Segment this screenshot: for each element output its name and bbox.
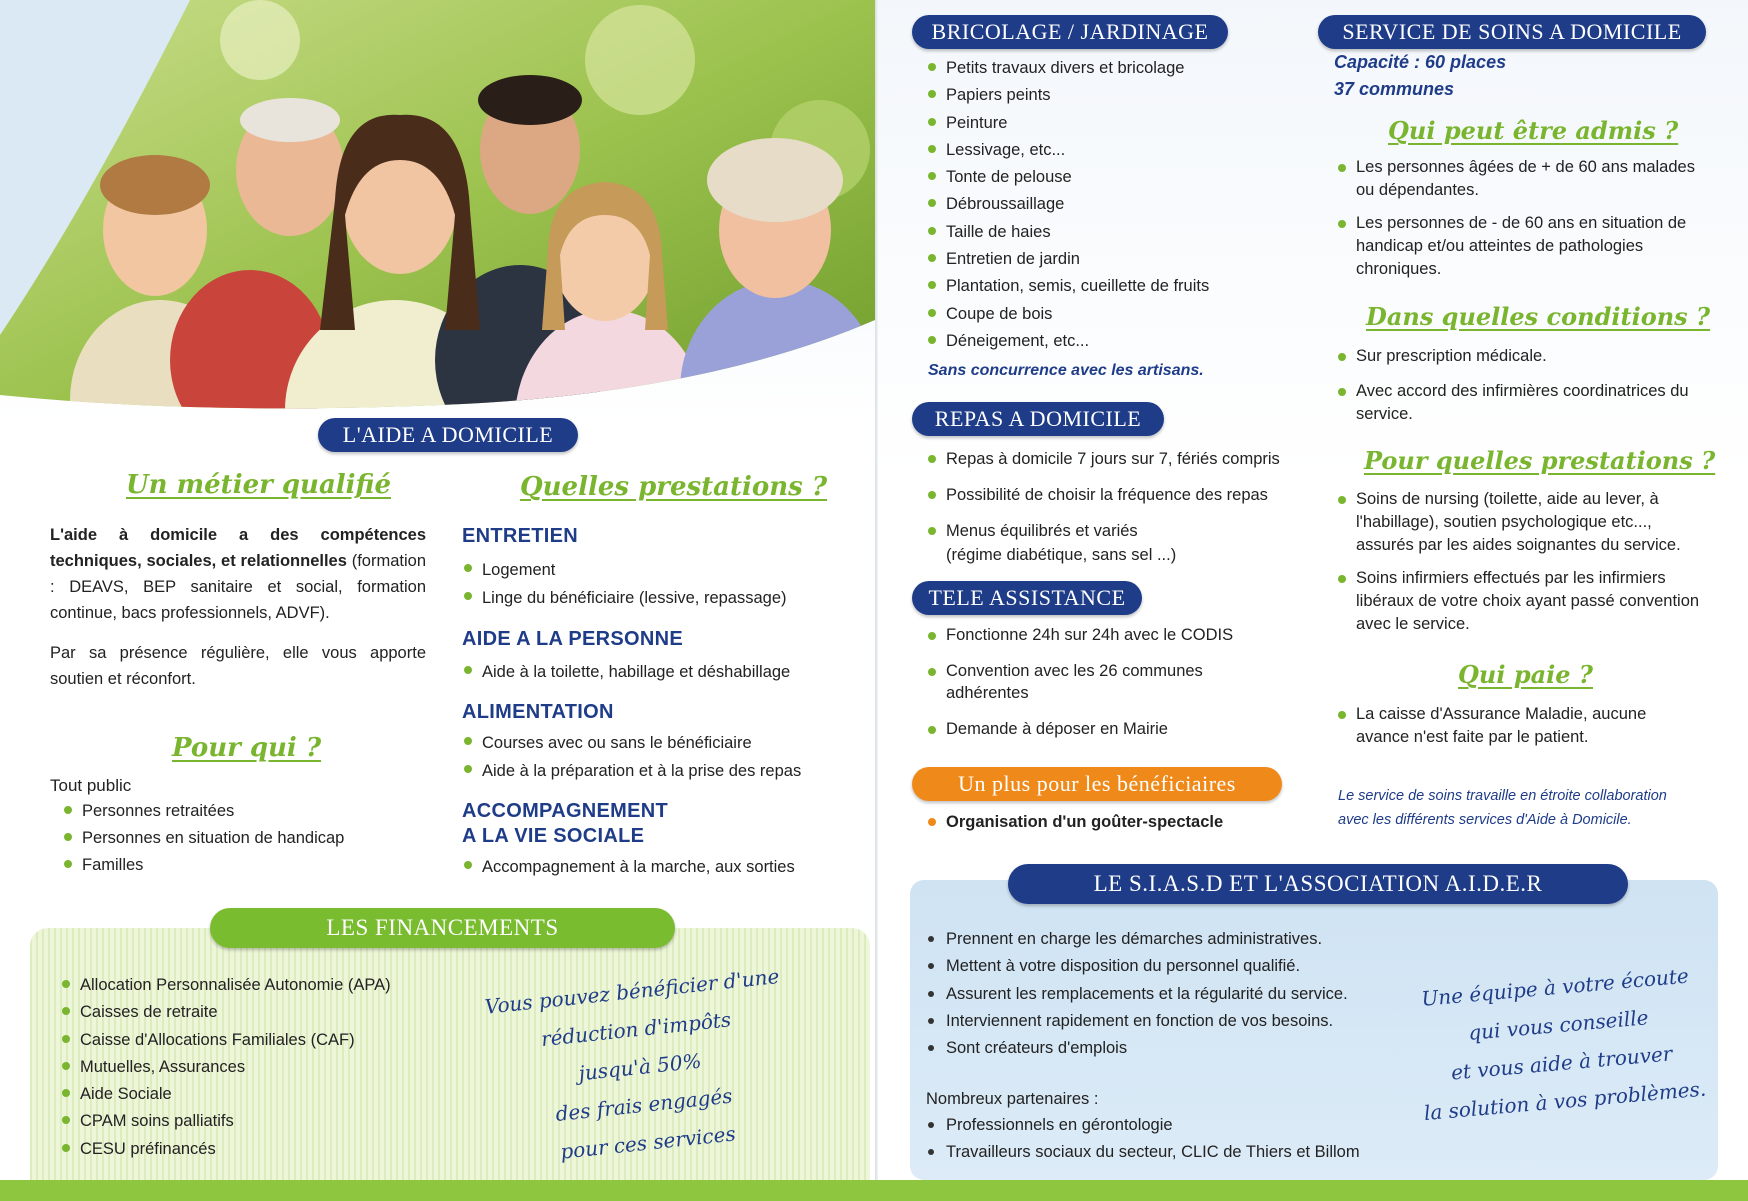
tele-item-2-sub: adhérentes xyxy=(946,684,1029,702)
siasd-slogan xyxy=(1404,955,1716,1133)
list-item: Aide Sociale xyxy=(60,1081,391,1108)
note-line: Vous pouvez bénéficier d'une xyxy=(483,964,781,1019)
repas-item-3-sub: (régime diabétique, sans sel ...) xyxy=(946,546,1177,564)
list-item: Professionnels en gérontologie xyxy=(926,1112,1360,1139)
list-item: Mettent à votre disposition du personnel qualifié. xyxy=(926,953,1348,980)
list-item: CESU préfinancés xyxy=(60,1136,391,1163)
financements-list xyxy=(60,972,391,1163)
list-item: Papiers peints xyxy=(926,82,1209,109)
list-item: Débroussaillage xyxy=(926,191,1209,218)
slogan-line: et vous aide à trouver xyxy=(1450,1041,1674,1085)
repas-item-3: Menus équilibrés et variés xyxy=(946,522,1138,540)
accompagnement-title-1: ACCOMPAGNEMENT xyxy=(462,800,669,822)
list-item: Taille de haies xyxy=(926,219,1209,246)
list-item: Sont créateurs d'emplois xyxy=(926,1035,1348,1062)
note-line: pour ces services xyxy=(559,1121,737,1164)
slogan-line: Une équipe à votre écoute xyxy=(1420,963,1690,1011)
list-item: Travailleurs sociaux du secteur, CLIC de Thiers et Billom xyxy=(926,1139,1360,1166)
list-item: Peinture xyxy=(926,110,1209,137)
bricolage-note: Sans concurrence avec les artisans. xyxy=(928,362,1204,379)
list-item: Caisses de retraite xyxy=(60,999,391,1026)
soins-note-line-2: avec les différents services d'Aide à Domicile. xyxy=(1338,812,1632,828)
repas-list xyxy=(926,447,1280,567)
list-item: Linge du bénéficiaire (lessive, repassage) xyxy=(462,584,787,612)
pour-qui-heading: Pour qui ? xyxy=(172,733,322,763)
tele-list xyxy=(926,624,1233,740)
bricolage-list xyxy=(926,55,1209,355)
list-item: Familles xyxy=(62,852,344,879)
list-item: Sur prescription médicale. xyxy=(1336,345,1708,368)
entretien-list xyxy=(462,556,787,612)
list-item: Déneigement, etc... xyxy=(926,328,1209,355)
tele-item-2: Convention avec les 26 communes xyxy=(946,662,1203,680)
list-item: Assurent les remplacements et la régularité du service. xyxy=(926,981,1348,1008)
admis-heading: Qui peut être admis ? xyxy=(1388,116,1679,145)
paie-heading: Qui paie ? xyxy=(1458,660,1593,689)
presence-paragraph: Par sa présence régulière, elle vous apporte soutien et réconfort. xyxy=(50,644,426,688)
list-item xyxy=(926,519,1280,567)
accompagnement-list xyxy=(462,853,795,881)
financements-handwritten-note xyxy=(471,956,809,1178)
list-item: Allocation Personnalisée Autonomie (APA) xyxy=(60,972,391,999)
public-label: Tout public xyxy=(50,776,132,795)
list-item: La caisse d'Assurance Maladie, aucune avance n'est faite par le patient. xyxy=(1336,703,1676,749)
partners-label: Nombreux partenaires : xyxy=(926,1090,1099,1108)
list-item: Possibilité de choisir la fréquence des repas xyxy=(926,483,1280,507)
paie-list xyxy=(1336,703,1676,749)
bricolage-title-pill: BRICOLAGE / JARDINAGE xyxy=(912,15,1228,49)
metier-bold: L'aide à domicile a des compétences techniques, sociales, et relationnelles xyxy=(50,526,426,570)
list-item: Fonctionne 24h sur 24h avec le CODIS xyxy=(926,624,1233,646)
list-item: Entretien de jardin xyxy=(926,246,1209,273)
fold-line xyxy=(875,0,878,1201)
admis-list xyxy=(1336,156,1708,281)
personne-title: AIDE A LA PERSONNE xyxy=(462,628,683,650)
tele-title-pill: TELE ASSISTANCE xyxy=(912,581,1142,615)
aide-title-pill: L'AIDE A DOMICILE xyxy=(318,418,578,452)
personne-list xyxy=(462,658,790,686)
note-line: réduction d'impôts xyxy=(539,1007,733,1052)
soins-capacite: Capacité : 60 places xyxy=(1334,52,1507,72)
slogan-line: qui vous conseille xyxy=(1467,1005,1650,1045)
list-item: Repas à domicile 7 jours sur 7, fériés compris xyxy=(926,447,1280,471)
list-item: Personnes en situation de handicap xyxy=(62,825,344,852)
soins-title-pill: SERVICE DE SOINS A DOMICILE xyxy=(1318,15,1706,49)
note-line: jusqu'à 50% xyxy=(577,1048,703,1086)
soins-note-line-1: Le service de soins travaille en étroite collaboration xyxy=(1338,788,1667,804)
conditions-heading: Dans quelles conditions ? xyxy=(1366,302,1711,331)
metier-paragraph xyxy=(50,522,426,626)
list-item: Personnes retraitées xyxy=(62,798,344,825)
list-item: Aide à la préparation et à la prise des repas xyxy=(462,757,801,785)
list-item: Les personnes âgées de + de 60 ans malades ou dépendantes. xyxy=(1336,156,1708,202)
bottom-green-strip xyxy=(0,1180,1748,1201)
list-item: Courses avec ou sans le bénéficiaire xyxy=(462,729,801,757)
financements-title-pill: LES FINANCEMENTS xyxy=(210,908,675,948)
conditions-list xyxy=(1336,345,1708,426)
metier-text: (formation : DEAVS, BEP sanitaire et social, formation continue, bacs professionnels, ADVF). xyxy=(50,552,426,622)
family-photo xyxy=(0,0,875,430)
list-item: Soins infirmiers effectués par les infirmiers libéraux de votre choix ayant passé convention avec le service. xyxy=(1336,567,1708,636)
list-item: Logement xyxy=(462,556,787,584)
list-item: Demande à déposer en Mairie xyxy=(926,718,1233,740)
list-item: Interviennent rapidement en fonction de vos besoins. xyxy=(926,1008,1348,1035)
list-item: Les personnes de - de 60 ans en situation de handicap et/ou atteintes de pathologies chroniques. xyxy=(1336,212,1708,281)
prestations-heading: Quelles prestations ? xyxy=(520,472,828,502)
list-item: Petits travaux divers et bricolage xyxy=(926,55,1209,82)
list-item: Organisation d'un goûter-spectacle xyxy=(926,810,1223,834)
list-item: Avec accord des infirmières coordinatrices du service. xyxy=(1336,380,1708,426)
plus-title-pill: Un plus pour les bénéficiaires xyxy=(912,767,1282,801)
siasd-title-pill: LE S.I.A.S.D ET L'ASSOCIATION A.I.D.E.R xyxy=(1008,864,1628,904)
partners-list xyxy=(926,1112,1360,1166)
list-item: Mutuelles, Assurances xyxy=(60,1054,391,1081)
list-item: Caisse d'Allocations Familiales (CAF) xyxy=(60,1027,391,1054)
list-item: Lessivage, etc... xyxy=(926,137,1209,164)
metier-heading: Un métier qualifié xyxy=(126,470,391,500)
list-item: Prennent en charge les démarches administratives. xyxy=(926,926,1348,953)
soins-prestations-heading: Pour quelles prestations ? xyxy=(1364,446,1716,475)
alimentation-list xyxy=(462,729,801,785)
plus-list xyxy=(926,810,1223,834)
alimentation-title: ALIMENTATION xyxy=(462,701,614,723)
list-item: Soins de nursing (toilette, aide au lever, à l'habillage), soutien psychologique etc..., assurés par les aides soignantes du service. xyxy=(1336,488,1708,557)
soins-communes: 37 communes xyxy=(1334,79,1455,99)
list-item xyxy=(926,660,1233,704)
accompagnement-title-2: A LA VIE SOCIALE xyxy=(462,825,645,847)
public-list xyxy=(62,798,344,879)
slogan-line: la solution à vos problèmes. xyxy=(1422,1076,1708,1126)
list-item: Plantation, semis, cueillette de fruits xyxy=(926,273,1209,300)
entretien-title: ENTRETIEN xyxy=(462,525,579,547)
list-item: CPAM soins palliatifs xyxy=(60,1108,391,1135)
list-item: Accompagnement à la marche, aux sorties xyxy=(462,853,795,881)
note-line: des frais engagés xyxy=(554,1083,734,1127)
soins-prestations-list xyxy=(1336,488,1708,636)
siasd-list xyxy=(926,926,1348,1062)
list-item: Tonte de pelouse xyxy=(926,164,1209,191)
repas-title-pill: REPAS A DOMICILE xyxy=(912,402,1164,436)
list-item: Aide à la toilette, habillage et déshabillage xyxy=(462,658,790,686)
list-item: Coupe de bois xyxy=(926,301,1209,328)
